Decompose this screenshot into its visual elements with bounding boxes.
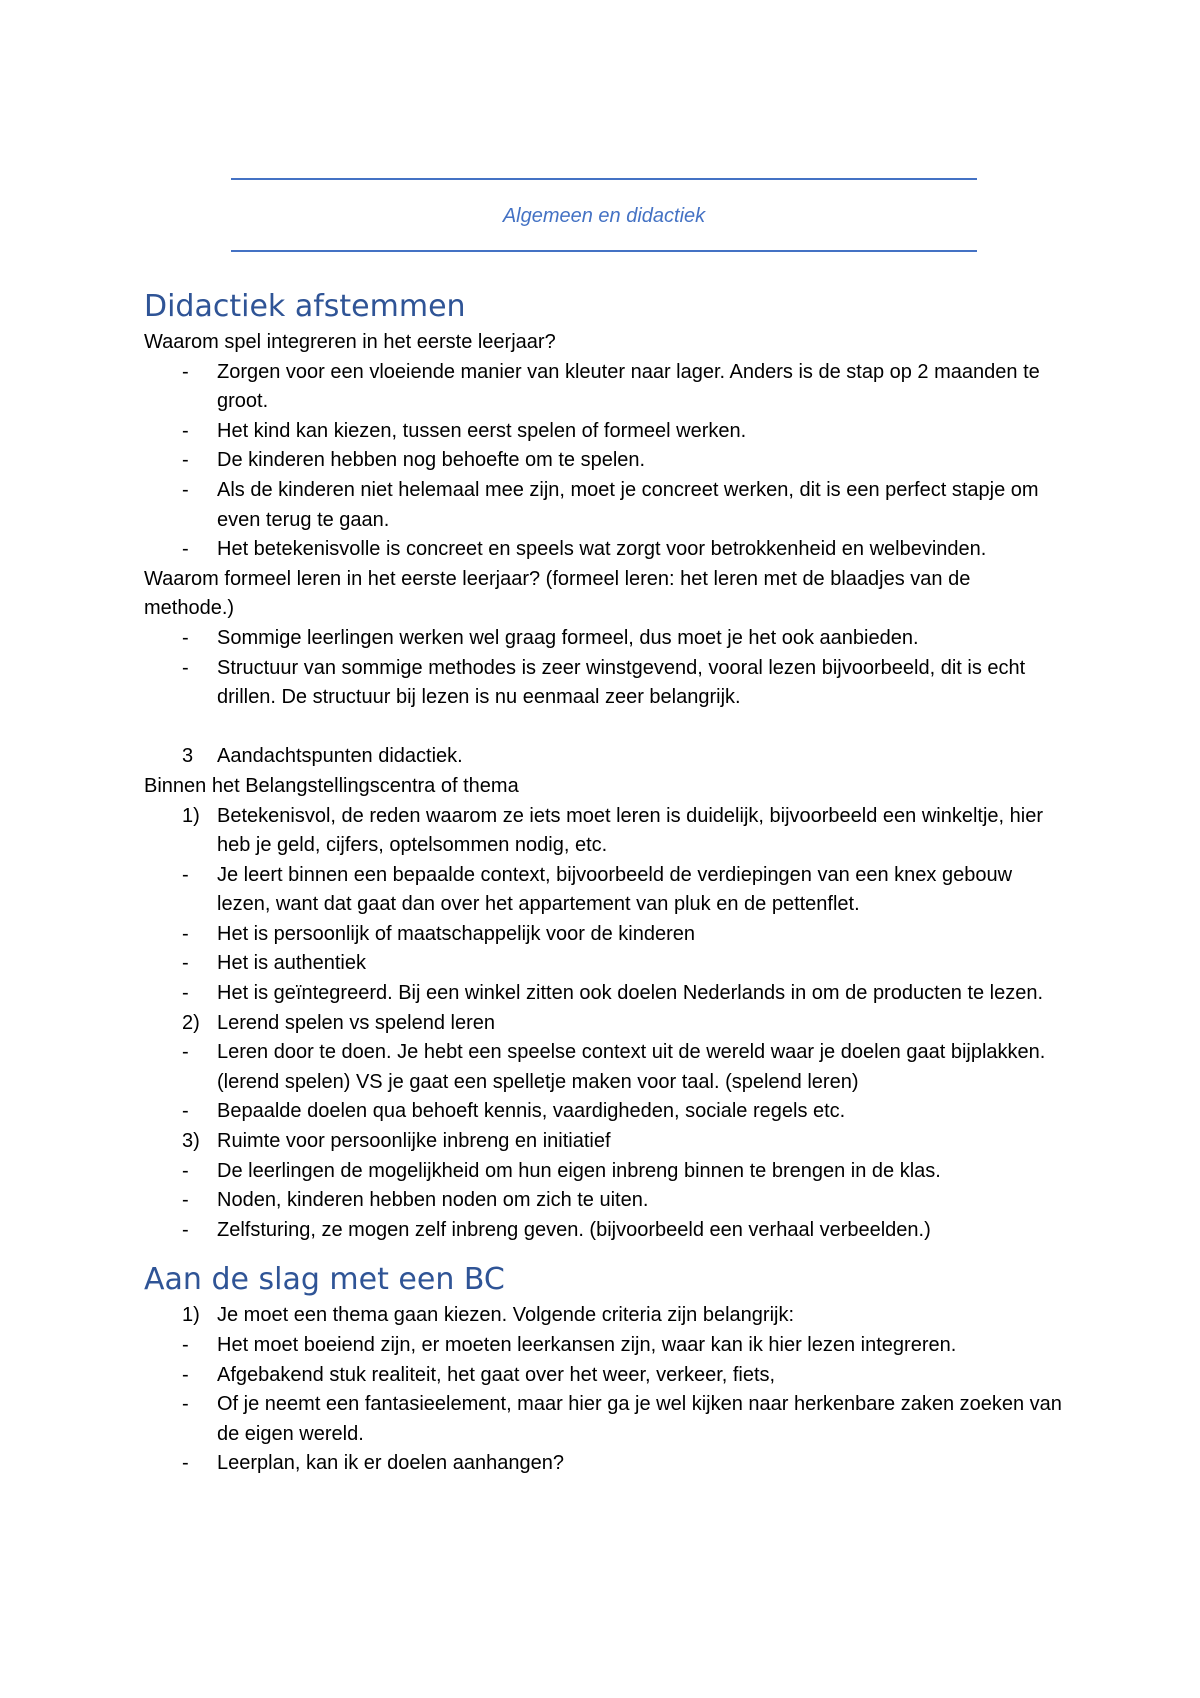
list-item-text: Het is geïntegreerd. Bij een winkel zitten ook doelen Nederlands in om de producten te lezen. xyxy=(217,982,1044,1005)
list-item xyxy=(144,1361,1064,1391)
section-heading-didactiek: Didactiek afstemmen xyxy=(144,289,466,324)
list-item xyxy=(144,446,1064,476)
list-item-text: Het is authentiek xyxy=(217,952,366,975)
header-rule-top xyxy=(231,178,977,180)
list-marker: - xyxy=(182,863,189,886)
list-item xyxy=(144,1216,1064,1246)
list-marker: - xyxy=(182,626,189,649)
list-item-text: Als de kinderen niet helemaal mee zijn, moet je concreet werken, dit is een perfect stapje om even terug te gaan. xyxy=(217,478,1039,531)
list-marker: - xyxy=(182,952,189,975)
list-marker: - xyxy=(182,360,189,383)
list-item-text: Leerplan, kan ik er doelen aanhangen? xyxy=(217,1452,564,1475)
list-item-text: Zelfsturing, ze mogen zelf inbreng geven. (bijvoorbeeld een verhaal verbeelden.) xyxy=(217,1218,931,1241)
list-item-text: Structuur van sommige methodes is zeer winstgevend, vooral lezen bijvoorbeeld, dit is echt drillen. De structuur bij lezen is nu eenmaal zeer belangrijk. xyxy=(217,656,1026,709)
list-marker: - xyxy=(182,538,189,561)
list-item xyxy=(144,1038,1064,1097)
list-marker: 1) xyxy=(182,1304,200,1327)
header-title: Algemeen en didactiek xyxy=(502,205,706,227)
list-bc xyxy=(144,1301,1064,1479)
list-marker: - xyxy=(182,1189,189,1212)
list-item xyxy=(144,1331,1064,1361)
list-item xyxy=(144,417,1064,447)
list-item-text: Je leert binnen een bepaalde context, bijvoorbeeld de verdiepingen van een knex gebouw lezen, want dat gaat dan over het appartement van pluk en de pettenflet. xyxy=(217,863,1013,916)
list-item-text: Je moet een thema gaan kiezen. Volgende criteria zijn belangrijk: xyxy=(217,1304,795,1327)
list-marker: - xyxy=(182,1452,189,1475)
list-item-text: Afgebakend stuk realiteit, het gaat over het weer, verkeer, fiets, xyxy=(217,1363,776,1386)
header-rule-bottom xyxy=(231,250,977,252)
list-item-text: Bepaalde doelen qua behoeft kennis, vaardigheden, sociale regels etc. xyxy=(217,1100,846,1123)
list-marker: 3) xyxy=(182,1130,200,1153)
list-item xyxy=(144,1127,1064,1157)
list-spel xyxy=(144,358,1064,565)
list-item xyxy=(144,1301,1064,1331)
question-spel: Waarom spel integreren in het eerste leerjaar? xyxy=(144,331,556,353)
list-marker: - xyxy=(182,478,189,501)
document-body xyxy=(144,286,1064,1479)
list-item-text: Leren door te doen. Je hebt een speelse context uit de wereld waar je doelen gaat bijplakken. (lerend spelen) VS je gaat een spelletje maken voor taal. (spelend leren) xyxy=(217,1041,1046,1093)
list-item-text: Sommige leerlingen werken wel graag formeel, dus moet je het ook aanbieden. xyxy=(217,626,919,649)
section-heading-bc: Aan de slag met een BC xyxy=(144,1262,505,1298)
question-formeel: Waarom formeel leren in het eerste leerjaar? (formeel leren: het leren met de blaadjes van de methode.) xyxy=(144,567,971,620)
list-item-text: Het betekenisvolle is concreet en speels wat zorgt voor betrokkenheid en welbevinden. xyxy=(217,538,987,561)
list-marker: - xyxy=(182,922,189,945)
list-item xyxy=(144,1186,1064,1216)
list-item xyxy=(144,920,1064,950)
list-marker: - xyxy=(182,982,189,1005)
list-aandachtspunten xyxy=(144,802,1064,1246)
list-item xyxy=(144,861,1064,920)
list-marker: 1) xyxy=(182,804,200,827)
list-item xyxy=(144,1097,1064,1127)
list-item-text: Lerend spelen vs spelend leren xyxy=(217,1011,495,1034)
list-item-text: Noden, kinderen hebben noden om zich te uiten. xyxy=(217,1189,649,1212)
list-marker: 2) xyxy=(182,1011,200,1034)
list-item-text: Betekenisvol, de reden waarom ze iets moet leren is duidelijk, bijvoorbeeld een winkeltje, hier heb je geld, cijfers, optelsommen nodig, etc. xyxy=(217,804,1043,857)
list-item xyxy=(144,1009,1064,1039)
list-marker: - xyxy=(182,1041,189,1064)
list-marker: - xyxy=(182,656,189,679)
list-item xyxy=(144,358,1064,417)
list-marker: - xyxy=(182,1100,189,1123)
list-item xyxy=(144,1390,1064,1449)
list-item xyxy=(144,654,1064,713)
list-item xyxy=(144,742,1064,772)
list-item xyxy=(144,476,1064,535)
list-item xyxy=(144,1157,1064,1187)
list-item-text: Aandachtspunten didactiek. xyxy=(217,745,463,768)
list-marker: - xyxy=(182,1363,189,1386)
list-item-text: Ruimte voor persoonlijke inbreng en initiatief xyxy=(217,1130,611,1153)
list-item-text: Het kind kan kiezen, tussen eerst spelen of formeel werken. xyxy=(217,419,747,442)
list-marker: - xyxy=(182,419,189,442)
list-item-text: De leerlingen de mogelijkheid om hun eigen inbreng binnen te brengen in de klas. xyxy=(217,1159,941,1182)
list-item xyxy=(144,949,1064,979)
list-item-text: Het moet boeiend zijn, er moeten leerkansen zijn, waar kan ik hier lezen integreren. xyxy=(217,1334,957,1356)
list-item xyxy=(144,1449,1064,1479)
list-item-text: De kinderen hebben nog behoefte om te spelen. xyxy=(217,449,646,472)
list-marker: - xyxy=(182,1393,189,1416)
list-item-text: Of je neemt een fantasieelement, maar hier ga je wel kijken naar herkenbare zaken zoeken van de eigen wereld. xyxy=(217,1393,1062,1445)
list-item xyxy=(144,979,1064,1009)
list-marker: 3 xyxy=(182,745,194,768)
list-item xyxy=(144,624,1064,654)
list-marker: - xyxy=(182,1334,189,1356)
list-item xyxy=(144,802,1064,861)
list-item xyxy=(144,535,1064,565)
list-item-text: Het is persoonlijk of maatschappelijk voor de kinderen xyxy=(217,922,696,945)
list-item-text: Zorgen voor een vloeiende manier van kleuter naar lager. Anders is de stap op 2 maanden te groot. xyxy=(217,360,1040,413)
list-formeel xyxy=(144,624,1064,713)
numbered-heading-list xyxy=(144,742,1064,772)
context-line: Binnen het Belangstellingscentra of thema xyxy=(144,774,519,797)
blank-line xyxy=(144,713,1064,743)
list-marker: - xyxy=(182,1159,189,1182)
list-marker: - xyxy=(182,449,189,472)
list-marker: - xyxy=(182,1218,189,1241)
